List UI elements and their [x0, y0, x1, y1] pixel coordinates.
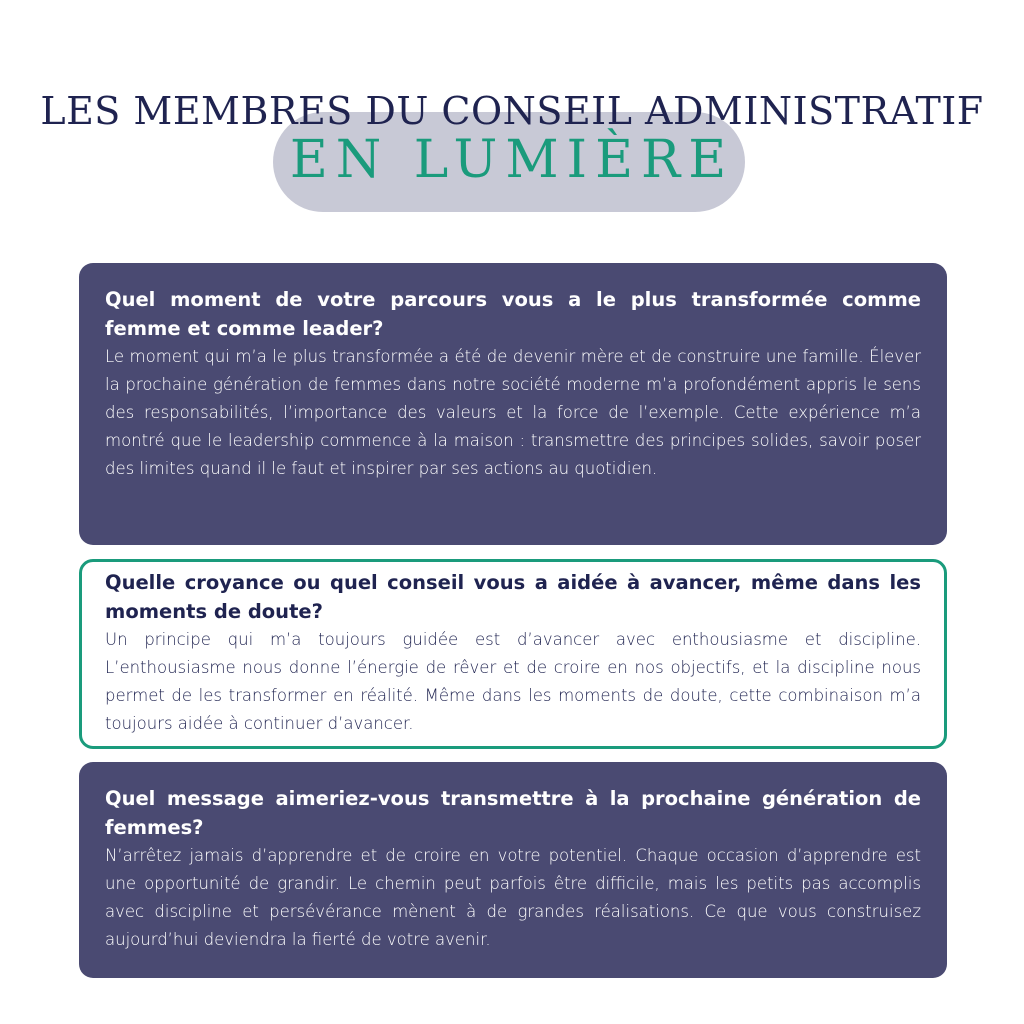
answer-2: Un principe qui m’a toujours guidée est d’avancer avec enthousiasme et discipline. L’enthousiasme nous donne l’énergie de rêver et de croire en nos objectifs, et la discipline nous permet de les transformer en réalité. Même dans les moments de doute, cette combinaison m’a toujours aidée à continuer d’avancer. [105, 630, 921, 733]
qa-card-3 [79, 762, 947, 978]
page-subtitle: EN LUMIÈRE [289, 130, 735, 190]
question-2: Quelle croyance ou quel conseil vous a aidée à avancer, même dans les moments de doute? [105, 571, 921, 623]
qa-card-2 [79, 559, 947, 749]
answer-3: N’arrêtez jamais d’apprendre et de croire en votre potentiel. Chaque occasion d’apprendre est une opportunité de grandir. Le chemin peut parfois être difficile, mais les petits pas accomplis avec discipline et persévérance mènent à de grandes réalisations. Ce que vous construisez aujourd’hui deviendra la fierté de votre avenir. [105, 846, 921, 949]
question-3: Quel message aimeriez-vous transmettre à la prochaine génération de femmes? [105, 787, 921, 839]
question-1: Quel moment de votre parcours vous a le plus transformée comme femme et comme leader? [105, 288, 921, 340]
answer-1: Le moment qui m’a le plus transformée a été de devenir mère et de construire une famille. Élever la prochaine génération de femmes dans notre société moderne m’a profondément appris le sens des responsabilités, l’importance des valeurs et la force de l’exemple. Cette expérience m’a montré que le leadership commence à la maison : transmettre des principes solides, savoir poser des limites quand il le faut et inspirer par ses actions au quotidien. [105, 347, 921, 478]
qa-card-1 [79, 263, 947, 545]
page-title: LES MEMBRES DU CONSEIL ADMINISTRATIF [40, 89, 984, 133]
